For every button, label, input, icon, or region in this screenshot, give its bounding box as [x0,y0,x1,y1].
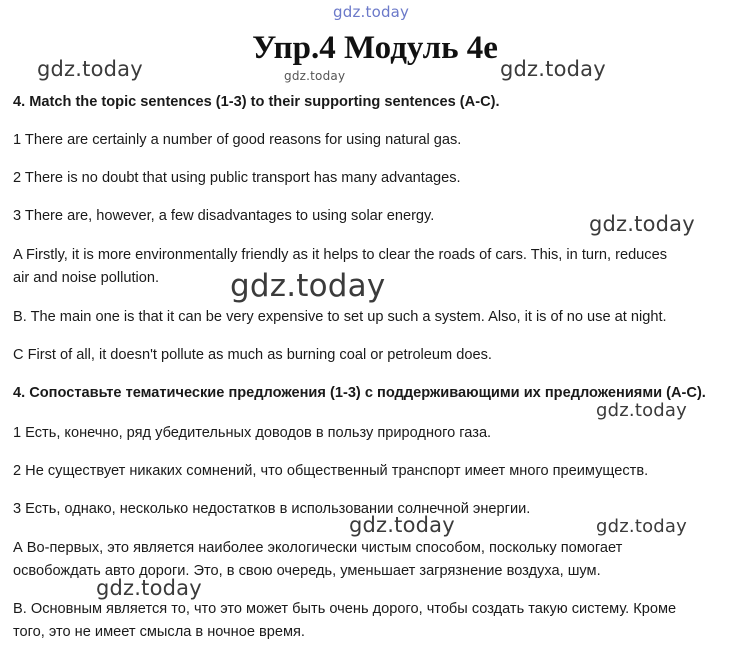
english-topic-sentence-1: 1 There are certainly a number of good reasons for using natural gas. [13,132,462,148]
russian-instruction: 4. Сопоставьте тематические предложения (1-3) с поддерживающими их предложениями (A-C). [13,385,706,401]
watermark-under-title: gdz.today [284,69,346,83]
watermark-left: gdz.today [37,57,143,81]
russian-supporting-b-line1: В. Основным является то, что это может быть очень дорого, чтобы создать такую систему. Кроме [13,601,677,617]
english-supporting-a-line1: A Firstly, it is more environmentally friendly as it helps to clear the roads of cars. This, in turn, reduces [13,247,668,263]
english-topic-sentence-2: 2 There is no doubt that using public transport has many advantages. [13,170,461,186]
watermark-top: gdz.today [333,3,410,21]
english-supporting-b: B. The main one is that it can be very expensive to set up such a system. Also, it is of no use at night. [13,309,667,325]
english-supporting-a-line2: air and noise pollution. [13,270,160,286]
watermark-right-lower: gdz.today [596,400,688,421]
russian-topic-sentence-2: 2 Не существует никаких сомнений, что общественный транспорт имеет много преимуществ. [13,463,649,479]
russian-topic-sentence-3: 3 Есть, однако, несколько недостатков в использовании солнечной энергии. [13,501,531,517]
page-title: Упр.4 Модуль 4е [252,30,498,66]
watermark-right-mid: gdz.today [589,212,695,236]
english-instruction: 4. Match the topic sentences (1-3) to their supporting sentences (A-C). [13,94,500,110]
watermark-right-bottom: gdz.today [596,516,688,537]
watermark-left-bottom: gdz.today [96,576,202,600]
watermark-right: gdz.today [500,57,606,81]
english-topic-sentence-3: 3 There are, however, a few disadvantages to using solar energy. [13,208,435,224]
russian-supporting-a-line1: А Во-первых, это является наиболее экологически чистым способом, поскольку помогает [13,540,623,556]
english-supporting-c: C First of all, it doesn't pollute as much as burning coal or petroleum does. [13,347,492,363]
russian-topic-sentence-1: 1 Есть, конечно, ряд убедительных доводов в пользу природного газа. [13,425,492,441]
watermark-center-lower: gdz.today [349,513,455,537]
watermark-center-large: gdz.today [230,268,386,304]
russian-supporting-b-line2: того, это не имеет смысла в ночное время. [13,624,305,640]
russian-supporting-a-line2: освобождать авто дороги. Это, в свою очередь, уменьшает загрязнение воздуха, шум. [13,563,601,579]
